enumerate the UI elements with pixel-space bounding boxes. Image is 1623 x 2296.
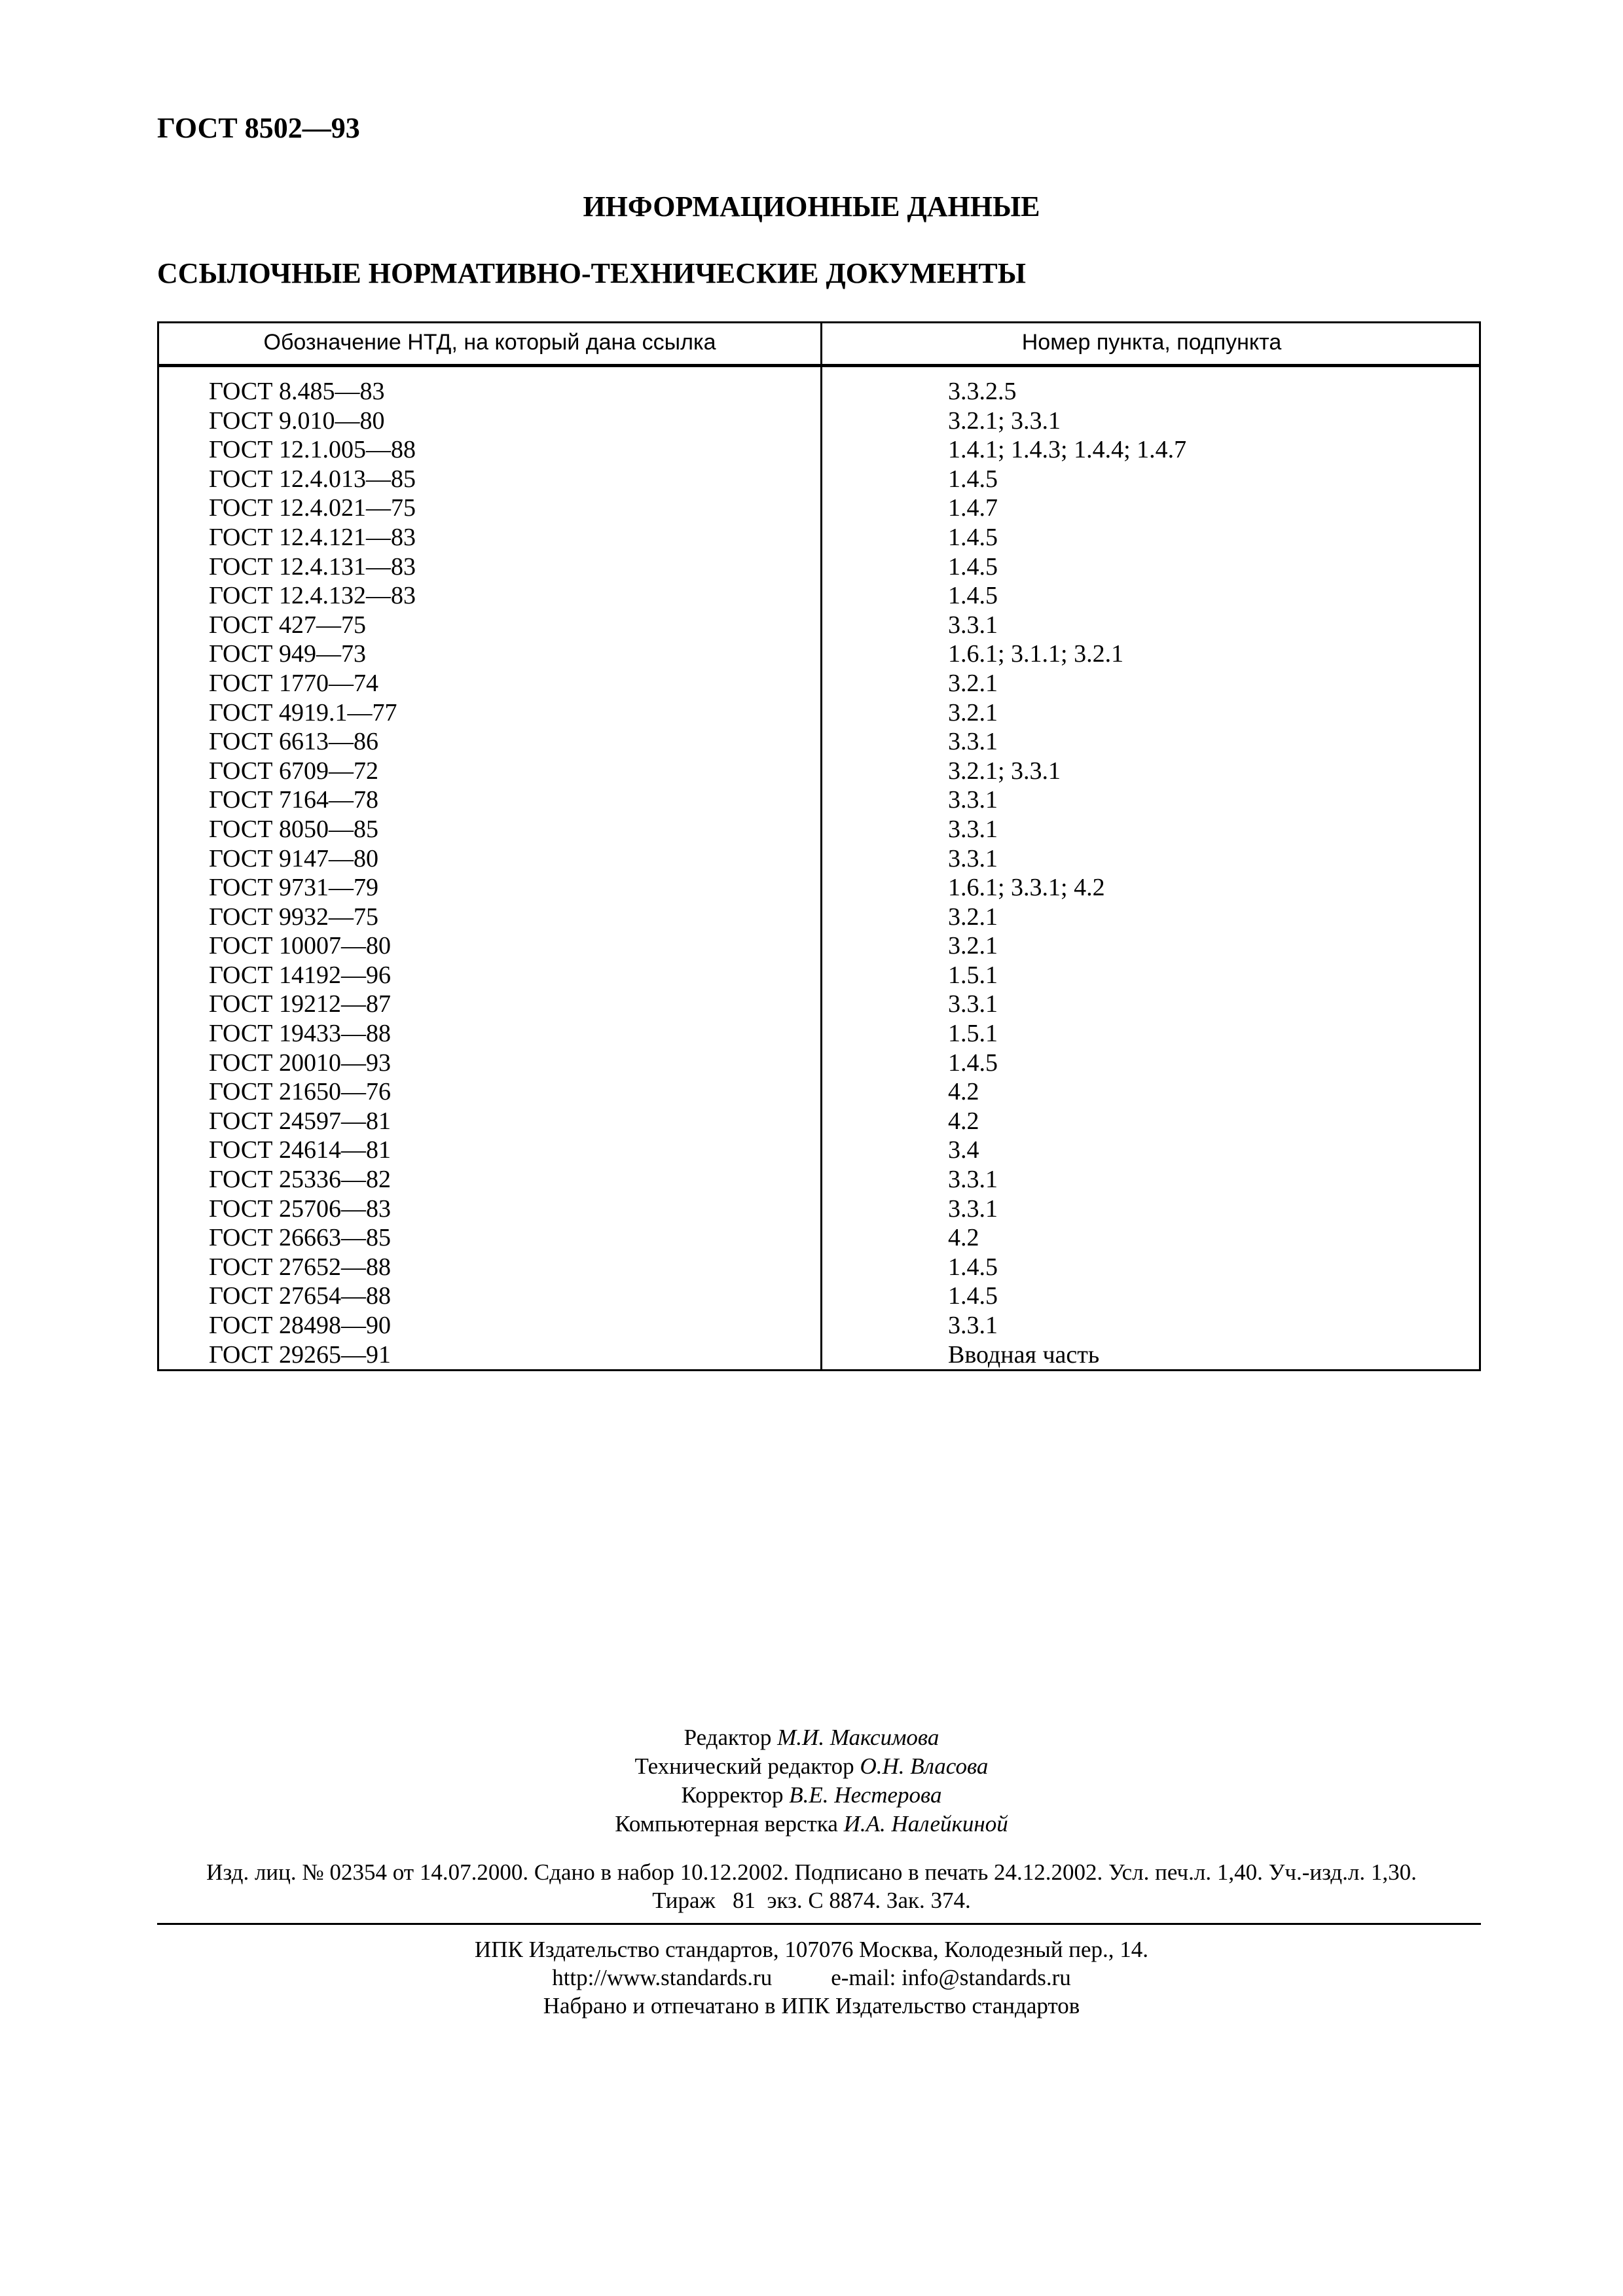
row-clause: 3.2.1; 3.3.1 xyxy=(948,406,1061,435)
imprint xyxy=(0,1858,1623,1914)
table-row xyxy=(159,1165,1479,1194)
table-row xyxy=(159,961,1479,990)
row-clause: 1.4.5 xyxy=(948,523,998,551)
row-document: ГОСТ 19212—87 xyxy=(209,990,391,1018)
table-row xyxy=(159,639,1479,669)
row-clause: 3.3.1 xyxy=(948,990,998,1018)
row-document: ГОСТ 25706—83 xyxy=(209,1194,391,1223)
publisher-contacts xyxy=(0,1964,1623,1992)
credits xyxy=(0,1723,1623,1839)
row-clause: 1.4.5 xyxy=(948,1253,998,1281)
table-row xyxy=(159,435,1479,465)
table-row xyxy=(159,1049,1479,1078)
credit-name: М.И. Максимова xyxy=(777,1725,939,1750)
row-document: ГОСТ 25336—82 xyxy=(209,1166,391,1194)
table-row xyxy=(159,523,1479,552)
row-document: ГОСТ 10007—80 xyxy=(209,932,391,960)
column-header-document: Обозначение НТД, на который дана ссылка xyxy=(263,330,716,355)
credit-line: Редактор М.И. Максимова xyxy=(684,1725,939,1750)
row-clause: 3.3.1 xyxy=(948,1166,998,1194)
publisher-info xyxy=(0,1935,1623,2020)
row-clause: 3.2.1 xyxy=(948,903,998,931)
table-row xyxy=(159,698,1479,728)
row-document: ГОСТ 427—75 xyxy=(209,611,366,639)
row-clause: Вводная часть xyxy=(948,1340,1100,1369)
table-row xyxy=(159,844,1479,874)
section-title: ИНФОРМАЦИОННЫЕ ДАННЫЕ xyxy=(583,190,1040,223)
table-row xyxy=(159,552,1479,582)
table-row xyxy=(159,1019,1479,1049)
row-document: ГОСТ 9932—75 xyxy=(209,903,378,931)
row-clause: 3.3.2.5 xyxy=(948,378,1017,405)
credit-name: В.Е. Нестерова xyxy=(789,1782,942,1808)
email-link[interactable]: e-mail: info@standards.ru xyxy=(831,1965,1071,1990)
row-document: ГОСТ 9147—80 xyxy=(209,844,378,872)
row-document: ГОСТ 12.4.013—85 xyxy=(209,465,416,493)
row-clause: 4.2 xyxy=(948,1078,979,1106)
row-clause: 1.4.5 xyxy=(948,582,998,610)
row-clause: 4.2 xyxy=(948,1224,979,1252)
row-document: ГОСТ 28498—90 xyxy=(209,1312,391,1339)
row-clause: 1.4.1; 1.4.3; 1.4.4; 1.4.7 xyxy=(948,436,1187,464)
row-document: ГОСТ 29265—91 xyxy=(209,1340,391,1369)
table-row xyxy=(159,990,1479,1019)
header-divider xyxy=(159,364,1479,367)
row-document: ГОСТ 12.4.132—83 xyxy=(209,582,416,610)
row-document: ГОСТ 9731—79 xyxy=(209,874,378,902)
row-document: ГОСТ 20010—93 xyxy=(209,1049,391,1077)
row-clause: 3.2.1 xyxy=(948,669,998,697)
table-row xyxy=(159,611,1479,640)
row-clause: 1.4.5 xyxy=(948,1282,998,1310)
row-clause: 1.4.5 xyxy=(948,552,998,581)
row-clause: 3.3.1 xyxy=(948,786,998,814)
table-row xyxy=(159,377,1479,406)
document-code: ГОСТ 8502—93 xyxy=(157,112,360,144)
table-row xyxy=(159,406,1479,436)
row-clause: 3.3.1 xyxy=(948,1312,998,1339)
table-row xyxy=(159,669,1479,698)
table-title: ССЫЛОЧНЫЕ НОРМАТИВНО-ТЕХНИЧЕСКИЕ ДОКУМЕНТЫ xyxy=(157,257,1026,289)
credit-line: Корректор В.Е. Нестерова xyxy=(681,1782,942,1808)
row-clause: 1.4.5 xyxy=(948,1049,998,1077)
row-document: ГОСТ 7164—78 xyxy=(209,786,378,814)
row-clause: 3.3.1 xyxy=(948,844,998,872)
printed-by: Набрано и отпечатано в ИПК Издательство стандартов xyxy=(543,1993,1080,2018)
imprint-line: Тираж 81 экз. С 8874. Зак. 374. xyxy=(652,1888,971,1913)
credit-line: Компьютерная верстка И.А. Налейкиной xyxy=(615,1811,1008,1837)
credit-line: Технический редактор О.Н. Власова xyxy=(634,1753,989,1779)
row-document: ГОСТ 4919.1—77 xyxy=(209,698,397,726)
table-body xyxy=(159,377,1479,1369)
credit-name: О.Н. Власова xyxy=(860,1753,989,1779)
table-row xyxy=(159,465,1479,494)
row-document: ГОСТ 26663—85 xyxy=(209,1224,391,1252)
row-document: ГОСТ 27652—88 xyxy=(209,1253,391,1281)
website-link[interactable]: http://www.standards.ru xyxy=(552,1965,773,1990)
credit-name: И.А. Налейкиной xyxy=(843,1811,1008,1837)
table-row xyxy=(159,581,1479,611)
divider-rule xyxy=(157,1923,1481,1925)
row-document: ГОСТ 14192—96 xyxy=(209,961,391,989)
row-clause: 1.6.1; 3.1.1; 3.2.1 xyxy=(948,640,1124,668)
row-document: ГОСТ 6613—86 xyxy=(209,728,378,756)
row-clause: 1.5.1 xyxy=(948,961,998,989)
row-document: ГОСТ 24597—81 xyxy=(209,1107,391,1135)
row-clause: 4.2 xyxy=(948,1107,979,1135)
table-row xyxy=(159,1253,1479,1282)
row-clause: 1.6.1; 3.3.1; 4.2 xyxy=(948,874,1105,902)
references-table xyxy=(157,321,1481,1371)
table-row xyxy=(159,785,1479,815)
row-document: ГОСТ 27654—88 xyxy=(209,1282,391,1310)
row-clause: 1.4.5 xyxy=(948,465,998,493)
table-row xyxy=(159,1077,1479,1107)
row-document: ГОСТ 12.4.121—83 xyxy=(209,523,416,551)
table-row xyxy=(159,1194,1479,1224)
row-document: ГОСТ 24614—81 xyxy=(209,1136,391,1164)
row-document: ГОСТ 8.485—83 xyxy=(209,378,385,405)
table-row xyxy=(159,1223,1479,1253)
row-clause: 3.3.1 xyxy=(948,1194,998,1223)
table-row xyxy=(159,1136,1479,1165)
row-clause: 3.3.1 xyxy=(948,611,998,639)
row-document: ГОСТ 949—73 xyxy=(209,640,366,668)
table-row xyxy=(159,757,1479,786)
row-document: ГОСТ 12.4.131—83 xyxy=(209,552,416,581)
row-clause: 3.2.1 xyxy=(948,932,998,960)
row-clause: 3.3.1 xyxy=(948,728,998,756)
row-document: ГОСТ 8050—85 xyxy=(209,815,378,843)
table-row xyxy=(159,1107,1479,1136)
row-document: ГОСТ 19433—88 xyxy=(209,1020,391,1048)
table-row xyxy=(159,903,1479,932)
row-document: ГОСТ 21650—76 xyxy=(209,1078,391,1106)
table-row xyxy=(159,1282,1479,1311)
column-header-clause: Номер пункта, подпункта xyxy=(1021,330,1282,355)
table-row xyxy=(159,727,1479,757)
row-document: ГОСТ 6709—72 xyxy=(209,757,378,785)
table-row xyxy=(159,493,1479,523)
row-document: ГОСТ 12.4.021—75 xyxy=(209,494,416,522)
table-row xyxy=(159,1340,1479,1370)
row-document: ГОСТ 12.1.005—88 xyxy=(209,436,416,464)
row-clause: 3.2.1 xyxy=(948,698,998,726)
row-document: ГОСТ 9.010—80 xyxy=(209,406,385,435)
row-clause: 1.4.7 xyxy=(948,494,998,522)
table-row xyxy=(159,931,1479,961)
row-clause: 3.2.1; 3.3.1 xyxy=(948,757,1061,785)
publisher-address: ИПК Издательство стандартов, 107076 Москва, Колодезный пер., 14. xyxy=(474,1937,1149,1962)
table-row xyxy=(159,1311,1479,1340)
row-clause: 3.3.1 xyxy=(948,815,998,843)
row-document: ГОСТ 1770—74 xyxy=(209,669,378,697)
row-clause: 1.5.1 xyxy=(948,1020,998,1048)
table-row xyxy=(159,873,1479,903)
imprint-line: Изд. лиц. № 02354 от 14.07.2000. Сдано в набор 10.12.2002. Подписано в печать 24.12.2002. Усл. печ.л. 1,40. Уч.-изд.л. 1,30. xyxy=(206,1859,1417,1885)
table-row xyxy=(159,815,1479,844)
row-clause: 3.4 xyxy=(948,1136,979,1164)
